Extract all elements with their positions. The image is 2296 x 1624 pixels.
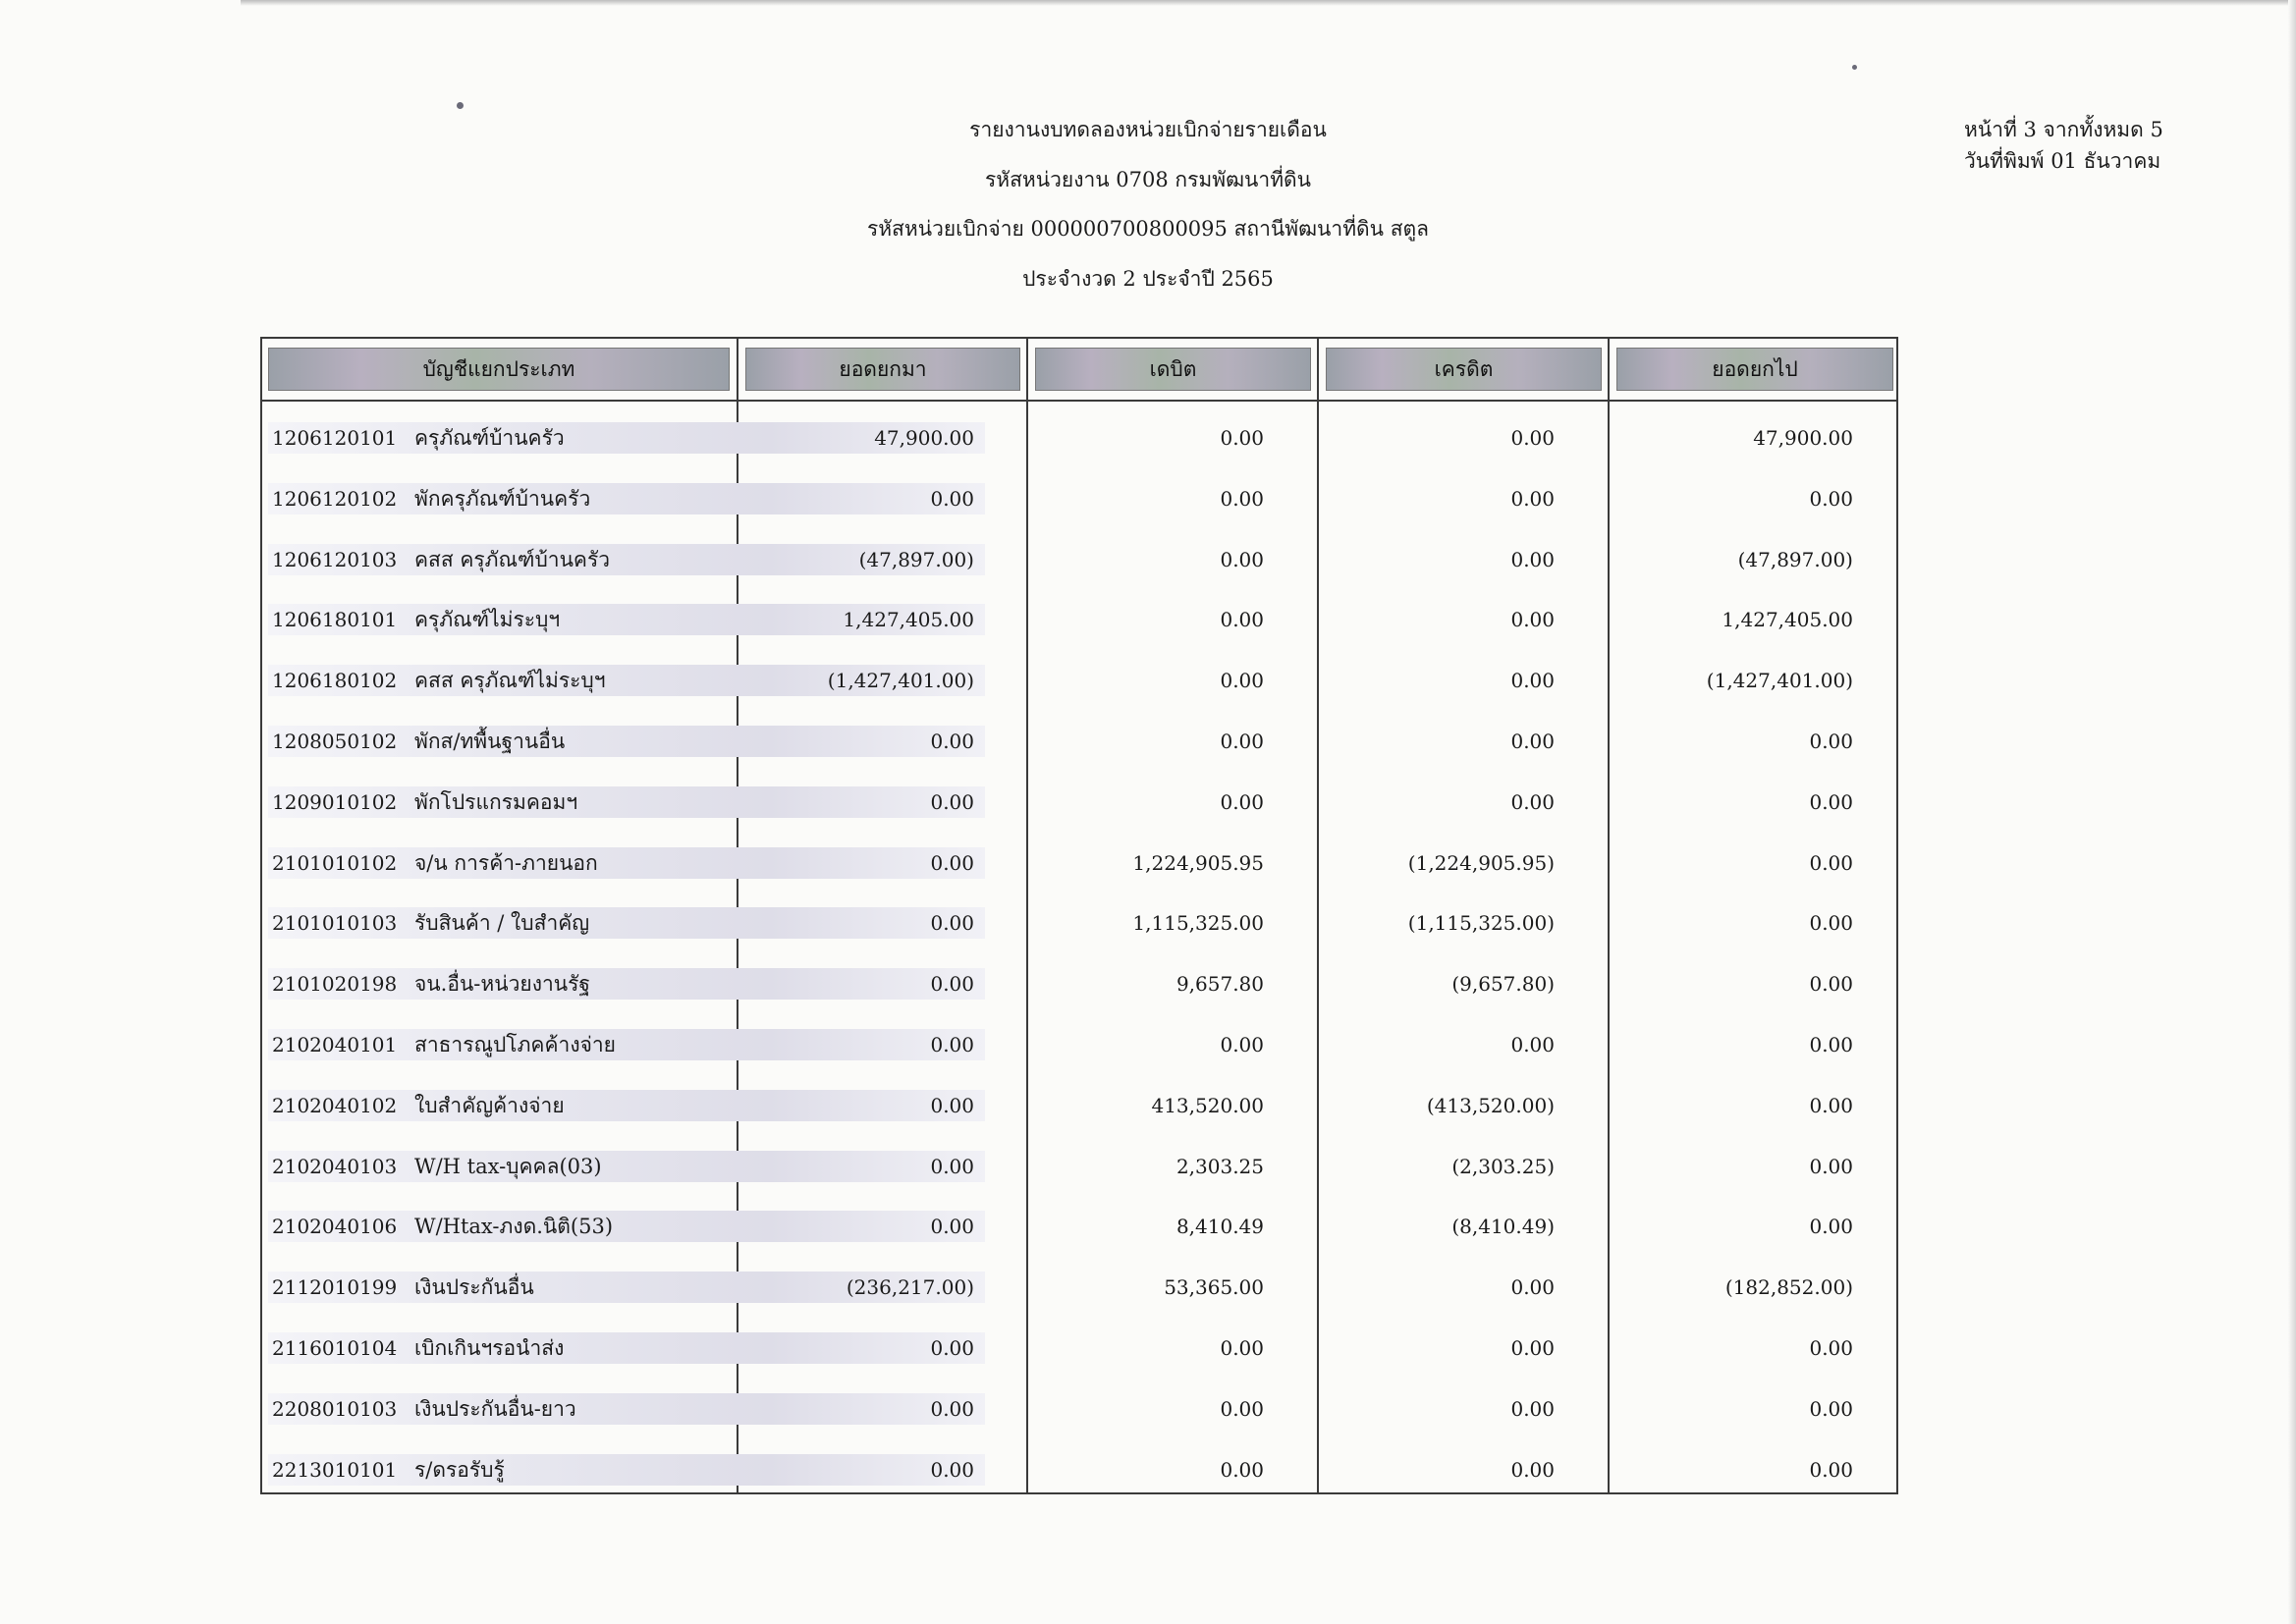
debit-amount: 1,115,325.00: [1132, 911, 1264, 936]
debit-amount: 0.00: [1220, 426, 1264, 450]
opening-balance: 0.00: [930, 1457, 974, 1482]
debit-amount: 0.00: [1220, 669, 1264, 693]
print-date: วันที่พิมพ์ 01 ธันวาคม: [1964, 149, 2161, 173]
column-header-credit: เครดิต: [1326, 348, 1602, 391]
debit-amount: 2,303.25: [1175, 1154, 1264, 1178]
account-code: 2208010103: [272, 1396, 398, 1421]
account-code: 1206120101: [272, 426, 398, 450]
opening-balance: 0.00: [930, 1215, 974, 1239]
credit-amount: (413,520.00): [1426, 1093, 1555, 1117]
account-code: 1208050102: [272, 730, 398, 753]
account-code: 2102040101: [272, 1033, 398, 1056]
account-code: 2102040102: [272, 1093, 398, 1117]
debit-amount: 9,657.80: [1175, 972, 1264, 997]
account-code: 2101010102: [272, 850, 398, 875]
scan-right-edge: [2288, 0, 2296, 1624]
opening-balance: 47,900.00: [874, 426, 974, 450]
credit-amount: 0.00: [1510, 608, 1555, 632]
closing-balance: 0.00: [1809, 850, 1853, 875]
account-name: จน.อื่น-หน่วยงานรัฐ: [414, 972, 590, 997]
account-name: พักโปรแกรมคอมฯ: [414, 789, 578, 814]
credit-amount: 0.00: [1510, 547, 1555, 571]
report-title: รายงานงบทดลองหน่วยเบิกจ่ายรายเดือน: [969, 118, 1327, 141]
table-row: [262, 418, 1896, 458]
table-row: [262, 1450, 1896, 1489]
account-name: พักส/ทพื้นฐานอื่น: [414, 730, 566, 753]
table-row: [262, 1328, 1896, 1368]
account-code: 2112010199: [272, 1275, 398, 1300]
account-name: คสส ครุภัณฑ์บ้านครัว: [414, 547, 611, 571]
account-code: 1206120102: [272, 486, 398, 511]
opening-balance: 0.00: [930, 1336, 974, 1360]
closing-balance: (47,897.00): [1737, 547, 1853, 571]
debit-amount: 1,224,905.95: [1132, 850, 1264, 875]
table-row: [262, 722, 1896, 761]
credit-amount: 0.00: [1510, 426, 1555, 450]
opening-balance: 0.00: [930, 1396, 974, 1421]
credit-amount: 0.00: [1510, 486, 1555, 511]
account-code: 2102040103: [272, 1154, 398, 1178]
credit-amount: 0.00: [1510, 789, 1555, 814]
account-name: ครุภัณฑ์บ้านครัว: [414, 426, 565, 450]
opening-balance: (47,897.00): [858, 547, 974, 571]
account-name: W/Htax-ภงด.นิติ(53): [414, 1215, 614, 1239]
credit-amount: 0.00: [1510, 730, 1555, 753]
table-row: [262, 1207, 1896, 1246]
account-name: พักครุภัณฑ์บ้านครัว: [414, 486, 591, 511]
debit-amount: 8,410.49: [1175, 1215, 1264, 1239]
account-name: W/H tax-บุคคล(03): [414, 1154, 602, 1178]
debit-amount: 413,520.00: [1151, 1093, 1264, 1117]
closing-balance: 0.00: [1809, 1215, 1853, 1239]
closing-balance: 0.00: [1809, 1033, 1853, 1056]
account-name: คสส ครุภัณฑ์ไม่ระบุฯ: [414, 669, 606, 693]
account-name: จ/น การค้า-ภายนอก: [414, 850, 598, 875]
trial-balance-table: [260, 337, 1898, 1494]
table-row: [262, 1025, 1896, 1064]
closing-balance: 0.00: [1809, 972, 1853, 997]
account-name: ครุภัณฑ์ไม่ระบุฯ: [414, 608, 561, 632]
opening-balance: 0.00: [930, 1154, 974, 1178]
credit-amount: (1,224,905.95): [1407, 850, 1555, 875]
credit-amount: (9,657.80): [1451, 972, 1555, 997]
opening-balance: (236,217.00): [846, 1275, 974, 1300]
credit-amount: 0.00: [1510, 1033, 1555, 1056]
debit-amount: 0.00: [1220, 1457, 1264, 1482]
account-name: เงินประกันอื่น-ยาว: [414, 1396, 576, 1421]
closing-balance: 0.00: [1809, 1154, 1853, 1178]
account-code: 1206180102: [272, 669, 398, 693]
table-row: [262, 479, 1896, 518]
opening-balance: 0.00: [930, 789, 974, 814]
credit-amount: 0.00: [1510, 1336, 1555, 1360]
column-header-opening: ยอดยกมา: [745, 348, 1020, 391]
header-divider: [262, 400, 1896, 402]
credit-amount: 0.00: [1510, 1275, 1555, 1300]
credit-amount: (2,303.25): [1451, 1154, 1555, 1178]
page-number: หน้าที่ 3 จากทั้งหมด 5: [1964, 118, 2163, 141]
opening-balance: 0.00: [930, 850, 974, 875]
account-name: รับสินค้า / ใบสำคัญ: [414, 911, 590, 936]
closing-balance: 0.00: [1809, 486, 1853, 511]
column-header-closing: ยอดยกไป: [1616, 348, 1893, 391]
closing-balance: 0.00: [1809, 730, 1853, 753]
closing-balance: 0.00: [1809, 1336, 1853, 1360]
table-row: [262, 540, 1896, 579]
credit-amount: (1,115,325.00): [1407, 911, 1555, 936]
account-name: ร/ดรอรับรู้: [414, 1457, 505, 1482]
table-row: [262, 600, 1896, 639]
table-row: [262, 843, 1896, 883]
account-name: ใบสำคัญค้างจ่าย: [414, 1093, 565, 1117]
table-row: [262, 1268, 1896, 1307]
closing-balance: 0.00: [1809, 1396, 1853, 1421]
agency-code-line: รหัสหน่วยงาน 0708 กรมพัฒนาที่ดิน: [984, 168, 1312, 191]
debit-amount: 0.00: [1220, 608, 1264, 632]
scan-speck: [1852, 65, 1857, 70]
scan-top-edge: [241, 0, 2296, 6]
closing-balance: 0.00: [1809, 1457, 1853, 1482]
closing-balance: (1,427,401.00): [1706, 669, 1853, 693]
credit-amount: (8,410.49): [1451, 1215, 1555, 1239]
table-row: [262, 661, 1896, 700]
table-row: [262, 1389, 1896, 1429]
closing-balance: (182,852.00): [1724, 1275, 1853, 1300]
opening-balance: 0.00: [930, 972, 974, 997]
account-code: 1209010102: [272, 789, 398, 814]
credit-amount: 0.00: [1510, 1396, 1555, 1421]
account-code: 2101020198: [272, 972, 398, 997]
account-code: 2116010104: [272, 1336, 398, 1360]
table-row: [262, 1086, 1896, 1125]
opening-balance: 0.00: [930, 1093, 974, 1117]
period-line: ประจำงวด 2 ประจำปี 2565: [1022, 267, 1274, 291]
debit-amount: 0.00: [1220, 547, 1264, 571]
debit-amount: 0.00: [1220, 789, 1264, 814]
debit-amount: 0.00: [1220, 1336, 1264, 1360]
account-name: เงินประกันอื่น: [414, 1275, 534, 1300]
account-code: 2102040106: [272, 1215, 398, 1239]
disbursement-unit-line: รหัสหน่วยเบิกจ่าย 000000700800095 สถานีพัฒนาที่ดิน สตูล: [866, 217, 1430, 241]
scan-speck: [457, 102, 464, 109]
credit-amount: 0.00: [1510, 1457, 1555, 1482]
opening-balance: 0.00: [930, 911, 974, 936]
table-row: [262, 1147, 1896, 1186]
opening-balance: 0.00: [930, 730, 974, 753]
account-name: สาธารณูปโภคค้างจ่าย: [414, 1033, 616, 1056]
account-code: 2101010103: [272, 911, 398, 936]
column-header-debit: เดบิต: [1035, 348, 1311, 391]
table-row: [262, 903, 1896, 943]
opening-balance: 1,427,405.00: [843, 608, 974, 632]
debit-amount: 0.00: [1220, 730, 1264, 753]
debit-amount: 0.00: [1220, 1396, 1264, 1421]
account-code: 1206120103: [272, 547, 398, 571]
closing-balance: 47,900.00: [1753, 426, 1853, 450]
closing-balance: 0.00: [1809, 911, 1853, 936]
opening-balance: 0.00: [930, 1033, 974, 1056]
account-code: 1206180101: [272, 608, 398, 632]
opening-balance: (1,427,401.00): [827, 669, 974, 693]
account-code: 2213010101: [272, 1457, 398, 1482]
closing-balance: 1,427,405.00: [1722, 608, 1853, 632]
closing-balance: 0.00: [1809, 1093, 1853, 1117]
opening-balance: 0.00: [930, 486, 974, 511]
column-header-account: บัญชีแยกประเภท: [268, 348, 730, 391]
debit-amount: 0.00: [1220, 486, 1264, 511]
closing-balance: 0.00: [1809, 789, 1853, 814]
account-name: เบิกเกินฯรอนำส่ง: [414, 1336, 565, 1360]
debit-amount: 53,365.00: [1164, 1275, 1264, 1300]
table-row: [262, 964, 1896, 1003]
table-row: [262, 783, 1896, 822]
debit-amount: 0.00: [1220, 1033, 1264, 1056]
credit-amount: 0.00: [1510, 669, 1555, 693]
